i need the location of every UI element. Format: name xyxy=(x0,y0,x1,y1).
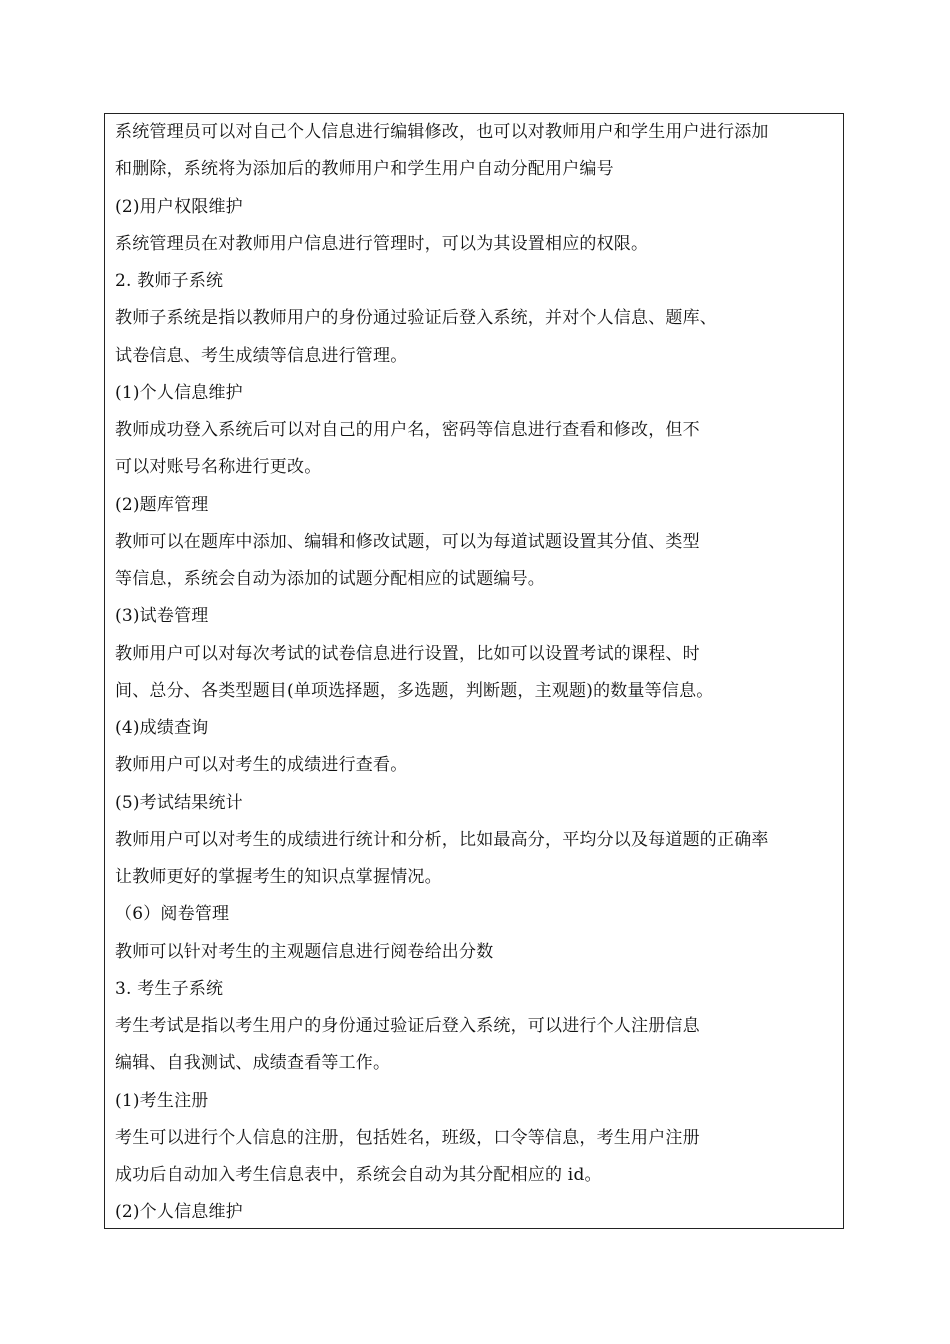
text-line: 考生考试是指以考生用户的身份通过验证后登入系统，可以进行个人注册信息 xyxy=(115,1016,700,1036)
subsection-heading: (5)考试结果统计 xyxy=(115,792,243,813)
text-line: 成功后自动加入考生信息表中，系统会自动为其分配相应的 id。 xyxy=(115,1165,602,1185)
subsection-heading: (4)成绩查询 xyxy=(115,718,209,738)
section-heading: 3. 考生子系统 xyxy=(115,978,224,999)
text-line: 等信息，系统会自动为添加的试题分配相应的试题编号。 xyxy=(115,569,545,589)
text-line: 让教师更好的掌握考生的知识点掌握情况。 xyxy=(115,867,442,887)
subsection-heading: (1)考生注册 xyxy=(115,1090,209,1111)
subsection-heading: (2)个人信息维护 xyxy=(115,1202,243,1223)
text-line: 系统管理员在对教师用户信息进行管理时，可以为其设置相应的权限。 xyxy=(115,233,649,254)
text-line: 教师用户可以对每次考试的试卷信息进行设置，比如可以设置考试的课程、时 xyxy=(115,643,700,664)
text-line: 编辑、自我测试、成绩查看等工作。 xyxy=(115,1053,391,1074)
text-line: 教师用户可以对考生的成绩进行统计和分析，比如最高分，平均分以及每道题的正确率 xyxy=(115,829,769,850)
text-line: 教师用户可以对考生的成绩进行查看。 xyxy=(115,755,408,776)
text-line: 教师可以在题库中添加、编辑和修改试题，可以为每道试题设置其分值、类型 xyxy=(115,531,700,552)
subsection-heading: (1)个人信息维护 xyxy=(115,382,243,403)
subsection-heading: （6）阅卷管理 xyxy=(115,904,230,925)
text-line: 可以对账号名称进行更改。 xyxy=(115,457,322,478)
subsection-heading: (3)试卷管理 xyxy=(115,606,209,627)
text-line: 教师可以针对考生的主观题信息进行阅卷给出分数 xyxy=(115,941,494,962)
text-line: (2)用户权限维护 xyxy=(115,196,243,217)
text-line: 试卷信息、考生成绩等信息进行管理。 xyxy=(115,345,408,366)
text-line: 教师子系统是指以教师用户的身份通过验证后登入系统，并对个人信息、题库、 xyxy=(115,308,717,329)
text-line: 考生可以进行个人信息的注册，包括姓名，班级，口令等信息，考生用户注册 xyxy=(115,1127,700,1148)
text-line: 教师成功登入系统后可以对自己的用户名，密码等信息进行查看和修改，但不 xyxy=(115,420,700,440)
text-line: 间、总分、各类型题目(单项选择题，多选题，判断题，主观题)的数量等信息。 xyxy=(115,680,714,701)
text-line: 和删除，系统将为添加后的教师用户和学生用户自动分配用户编号 xyxy=(115,159,614,180)
document-body xyxy=(115,114,845,1232)
section-heading: 2. 教师子系统 xyxy=(115,271,224,291)
text-line: 系统管理员可以对自己个人信息进行编辑修改，也可以对教师用户和学生用户进行添加 xyxy=(115,122,769,142)
subsection-heading: (2)题库管理 xyxy=(115,494,209,515)
